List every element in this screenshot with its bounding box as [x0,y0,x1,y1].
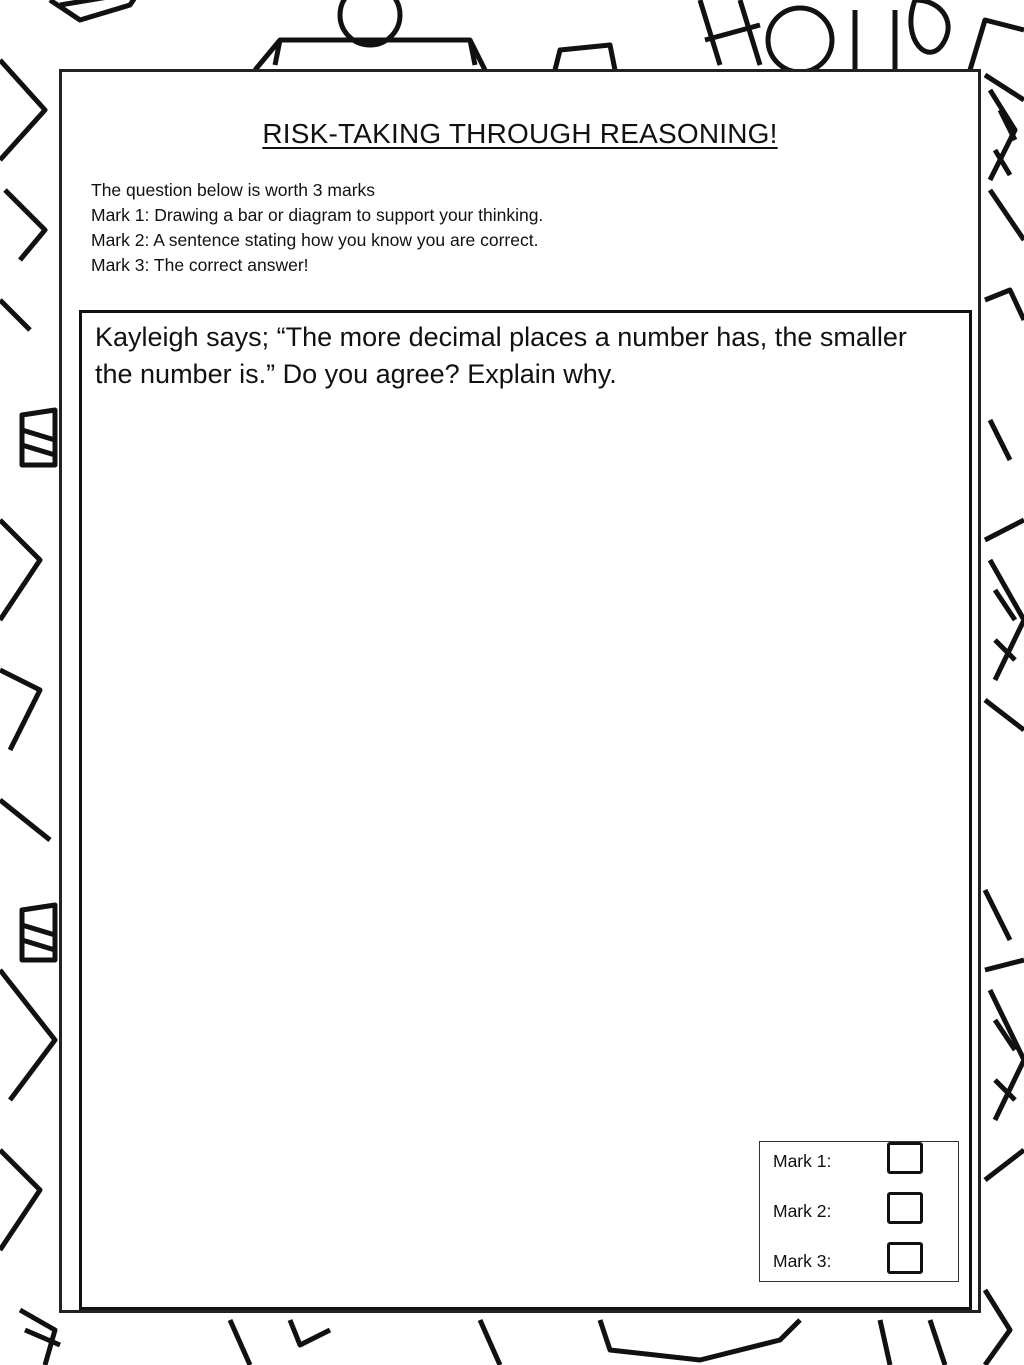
mark-2-label: Mark 2: [773,1201,832,1221]
worksheet-page [59,69,981,1313]
mark-1-checkbox[interactable] [887,1142,923,1174]
question-line-2: the number is.” Do you agree? Explain why. [95,359,617,389]
answer-area[interactable] [79,310,972,1310]
mark-row-3 [760,1242,958,1282]
mark-1-label: Mark 1: [773,1151,832,1171]
mark-row-2 [760,1192,958,1232]
instruction-line: Mark 2: A sentence stating how you know you are correct. [91,230,539,250]
instruction-line: The question below is worth 3 marks [91,180,376,200]
mark-3-label: Mark 3: [773,1251,832,1271]
mark-row-1 [760,1142,958,1182]
mark-2-checkbox[interactable] [887,1192,923,1224]
mark-3-checkbox[interactable] [887,1242,923,1274]
mark-scheme-box [759,1141,959,1282]
question-line-1: Kayleigh says; “The more decimal places a number has, the smaller [95,322,907,352]
instruction-line: Mark 1: Drawing a bar or diagram to support your thinking. [91,205,544,225]
worksheet-title: RISK-TAKING THROUGH REASONING! [262,118,778,149]
marking-instructions [91,178,543,278]
question-text [95,319,929,393]
instruction-line: Mark 3: The correct answer! [91,255,309,275]
